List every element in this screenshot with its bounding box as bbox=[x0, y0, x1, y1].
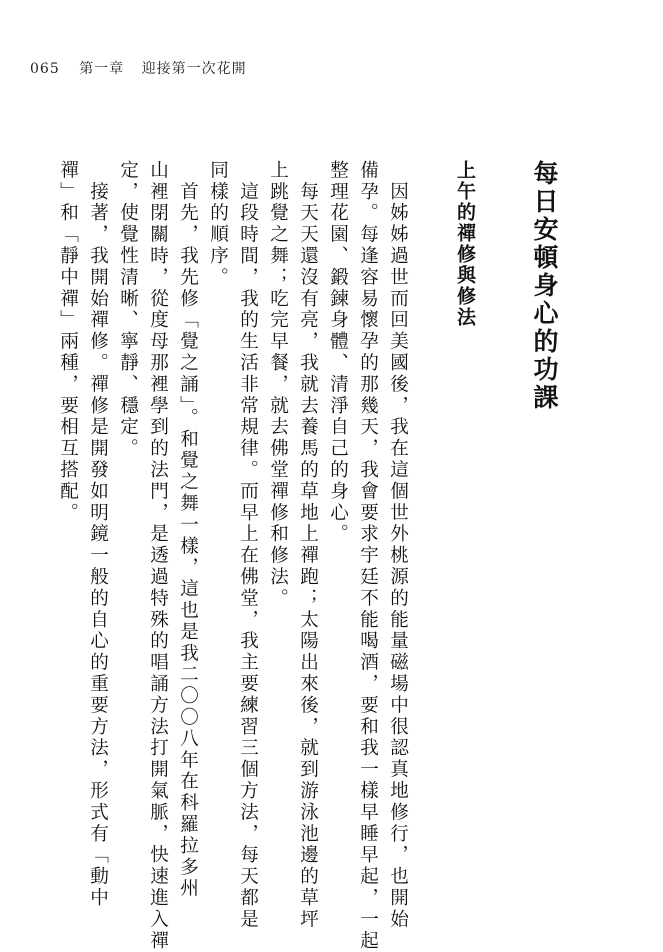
chapter-title-running: 迎接第一次花開 bbox=[141, 61, 247, 77]
body-line: 同樣的順序。 bbox=[207, 160, 229, 289]
body-line: 整理花園、鍛鍊身體、清淨自己的身心。 bbox=[327, 160, 349, 546]
section-heading: 上午的禪修與修法 bbox=[454, 160, 476, 328]
running-head bbox=[30, 58, 247, 78]
body-line: 上跳覺之舞；吃完早餐，就去佛堂禪修和修法。 bbox=[267, 160, 289, 610]
body-line: 禪」和「靜中禪」兩種，要相互搭配。 bbox=[57, 160, 79, 524]
body-line: 首先，我先修「覺之誦」。和覺之舞一樣，這也是我二〇〇八年在科羅拉多州 bbox=[177, 160, 199, 900]
body-line: 定，使覺性清晰、寧靜、穩定。 bbox=[117, 160, 139, 460]
body-line: 備孕。每逢容易懷孕的那幾天，我會要求宇廷不能喝酒，要和我一樣早睡早起，一起 bbox=[357, 160, 379, 952]
body-line: 這段時間，我的生活非常規律。而早上在佛堂，我主要練習三個方法，每天都是 bbox=[237, 160, 259, 931]
chapter-heading: 每日安頓身心的功課 bbox=[530, 160, 559, 412]
body-line: 因姊姊過世而回美國後，我在這個世外桃源的能量磁場中很認真地修行，也開始 bbox=[387, 160, 409, 931]
body-line: 山裡閉關時，從度母那裡學到的法門，是透過特殊的唱誦方法打開氣脈，快速進入禪 bbox=[147, 160, 169, 952]
body-line: 接著，我開始禪修。禪修是開發如明鏡一般的自心的重要方法，形式有「動中 bbox=[87, 160, 109, 909]
chapter-label: 第一章 bbox=[79, 61, 125, 77]
body-line: 每天天還沒有亮，我就去養馬的草地上禪跑；太陽出來後，就到游泳池邊的草坪 bbox=[297, 160, 319, 931]
page-number: 065 bbox=[30, 61, 60, 77]
